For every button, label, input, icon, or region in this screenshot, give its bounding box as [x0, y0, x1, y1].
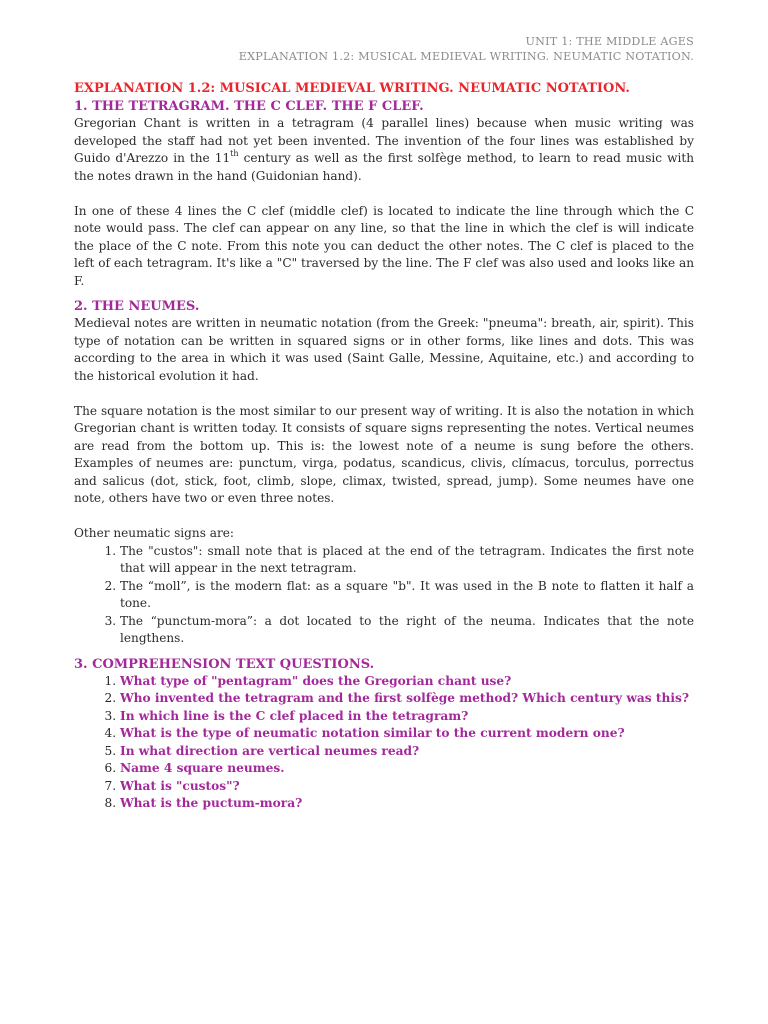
question-item: 8. What is the puctum-mora?: [120, 795, 694, 813]
list-item: 2. The “moll”, is the modern flat: as a square "b". It was used in the B note to flatten it half a tone.: [120, 578, 694, 613]
section-2-paragraph-1: Medieval notes are written in neumatic notation (from the Greek: "pneuma": breath, air, spirit). This type of notation can be written in squared signs or in other forms, like lines and dots. This was according to the area in which it was used (Saint Galle, Messine, Aquitaine, etc.) and according to the historical evolution it had.: [74, 316, 694, 383]
section-1-heading: 1. THE TETRAGRAM. THE C CLEF. THE F CLEF.: [74, 99, 424, 114]
other-signs-intro: Other neumatic signs are:: [74, 526, 234, 540]
question-item: 3. In which line is the C clef placed in the tetragram?: [120, 708, 694, 726]
document-page: [74, 34, 694, 813]
section-2-heading: 2. THE NEUMES.: [74, 299, 200, 314]
questions-list: [74, 673, 694, 813]
section-1-paragraph-1: Gregorian Chant is written in a tetragram (4 parallel lines) because when music writing was developed the staff had not yet been invented. The invention of the four lines was established by Guido d'Arezzo in the 11th century as well as the first solfège method, to learn to read music with the notes drawn in the hand (Guidonian hand).: [74, 116, 694, 183]
question-item: 6. Name 4 square neumes.: [120, 760, 694, 778]
question-item: 4. What is the type of neumatic notation similar to the current modern one?: [120, 725, 694, 743]
question-item: 5. In what direction are vertical neumes read?: [120, 743, 694, 761]
superscript-th: th: [230, 149, 239, 158]
question-item: 1. What type of "pentagram" does the Gregorian chant use?: [120, 673, 694, 691]
section-1-paragraph-2: In one of these 4 lines the C clef (middle clef) is located to indicate the line through which the C note would pass. The clef can appear on any line, so that the line in which the clef is will indicate the place of the C note. From this note you can deduct the other notes. The C clef is placed to the left of each tetragram. It's like a "C" traversed by the line. The F clef was also used and looks like an F.: [74, 203, 694, 288]
list-item: 3. The “punctum-mora”: a dot located to the right of the neuma. Indicates that the note lengthens.: [120, 613, 694, 648]
header-unit: UNIT 1: THE MIDDLE AGES: [525, 35, 694, 48]
header-explanation: EXPLANATION 1.2: MUSICAL MEDIEVAL WRITING. NEUMATIC NOTATION.: [238, 50, 694, 63]
list-item: 1. The "custos": small note that is placed at the end of the tetragram. Indicates the first note that will appear in the next tetragram.: [120, 543, 694, 578]
section-2-paragraph-2: The square notation is the most similar to our present way of writing. It is also the notation in which Gregorian chant is written today. It consists of square signs representing the notes. Vertical neumes are read from the bottom up. This is: the lowest note of a neume is sung before the others. Examples of neumes are: punctum, virga, podatus, scandicus, clivis, clímacus, torculus, porrectus and salicus (dot, stick, foot, climb, slope, climax, twisted, spread, jump). Some neumes have one note, others have two or even three notes.: [74, 403, 694, 505]
document-title: EXPLANATION 1.2: MUSICAL MEDIEVAL WRITING. NEUMATIC NOTATION.: [74, 81, 630, 96]
question-item: 7. What is "custos"?: [120, 778, 694, 796]
running-header: [74, 34, 694, 64]
question-item: 2. Who invented the tetragram and the first solfège method? Which century was this?: [120, 690, 694, 708]
neumatic-signs-list: [74, 543, 694, 648]
section-3-heading: 3. COMPREHENSION TEXT QUESTIONS.: [74, 656, 375, 672]
